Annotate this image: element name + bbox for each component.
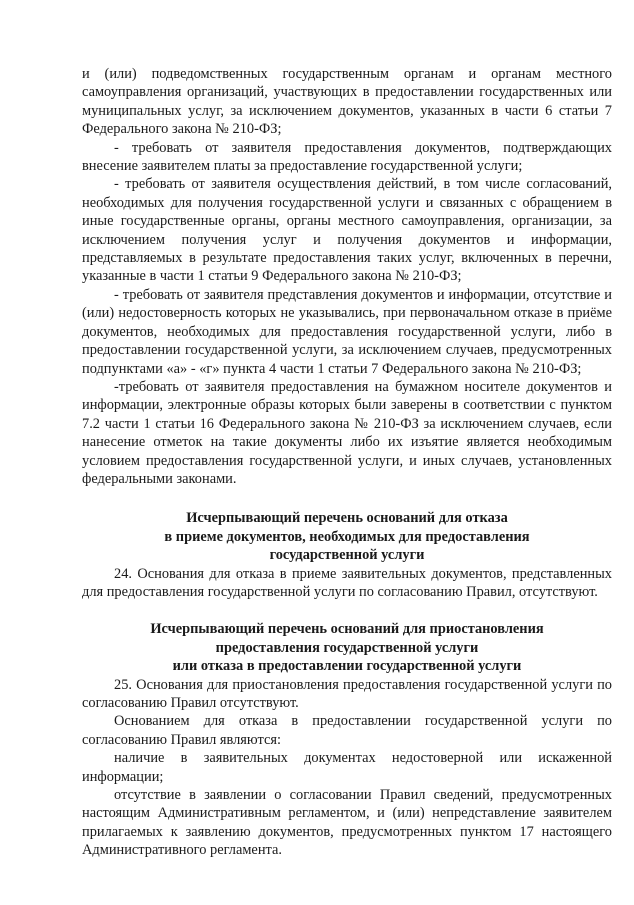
heading-refusal-acceptance-line-1: Исчерпывающий перечень оснований для отказа — [186, 510, 508, 527]
heading-suspension-line-3: или отказа в предоставлении государственной услуги — [172, 658, 522, 675]
paragraph-false-information: наличие в заявительных документах недостоверной или искаженной информации; — [82, 750, 612, 785]
paragraph-25: 25. Основания для приостановления предоставления государственной услуги по согласованию Правил отсутствуют. — [82, 676, 612, 711]
paragraph-fee-documents: - требовать от заявителя предоставления документов, подтверждающих внесение заявителем платы за предоставление государственной услуги; — [82, 139, 612, 175]
heading-suspension-line-2: предоставления государственной услуги — [215, 639, 479, 656]
heading-suspension-line-1: Исчерпывающий перечень оснований для приостановления — [150, 621, 544, 638]
paragraph-missing-info: - требовать от заявителя представления документов и информации, отсутствие и (или) недостоверность которых не указывались, при первоначальном отказе в приёме документов, необходимых для предоставления государственной услуги, либо в предоставлении государственной услуги, за исключением случаев, предусмотренных подпунктами «а» - «г» пункта 4 части 1 статьи 7 Федерального закона № 210-ФЗ; — [82, 286, 612, 377]
spacer — [82, 488, 612, 509]
spacer — [82, 601, 612, 620]
heading-refusal-acceptance-line-3: государственной услуги — [269, 547, 425, 564]
paragraph-approvals: - требовать от заявителя осуществления действий, в том числе согласований, необходимых для получения государственной услуги и связанных с обращением в иные государственные органы, органы местного самоуправления, организации, за исключением получения услуг и получения документов и информации, представляемых в результате предоставления таких услуг, включенных в перечни, указанные в части 1 статьи 9 Федерального закона № 210-ФЗ; — [82, 176, 612, 285]
paragraph-paper-documents: -требовать от заявителя предоставления на бумажном носителе документов и информации, электронные образы которых были заверены в соответствии с пунктом 7.2 части 1 статьи 16 Федерального закона № 210-ФЗ за исключением случаев, если нанесение отметок на такие документы либо их изъятие является необходимым условием предоставления государственной услуги, и иных случаев, установленных федеральными законами. — [82, 378, 612, 487]
paragraph-refusal-grounds: Основанием для отказа в предоставлении государственной услуги по согласованию Правил являются: — [82, 713, 612, 748]
paragraph-24: 24. Основания для отказа в приеме заявительных документов, представленных для предоставления государственной услуги по согласованию Правил, отсутствуют. — [82, 565, 612, 600]
paragraph-missing-documents: отсутствие в заявлении о согласовании Правил сведений, предусмотренных настоящим Административным регламентом, и (или) непредставление заявителем прилагаемых к заявлению документов, предусмотренных пунктом 17 настоящего Административного регламента. — [82, 787, 612, 859]
document-body — [82, 65, 612, 860]
paragraph-continuation: и (или) подведомственных государственным органам и органам местного самоуправления организаций, участвующих в предоставлении государственных или муниципальных услуг, за исключением документов, указанных в части 6 статьи 7 Федерального закона № 210-ФЗ; — [82, 66, 612, 138]
heading-refusal-acceptance-line-2: в приеме документов, необходимых для предоставления — [164, 528, 530, 545]
